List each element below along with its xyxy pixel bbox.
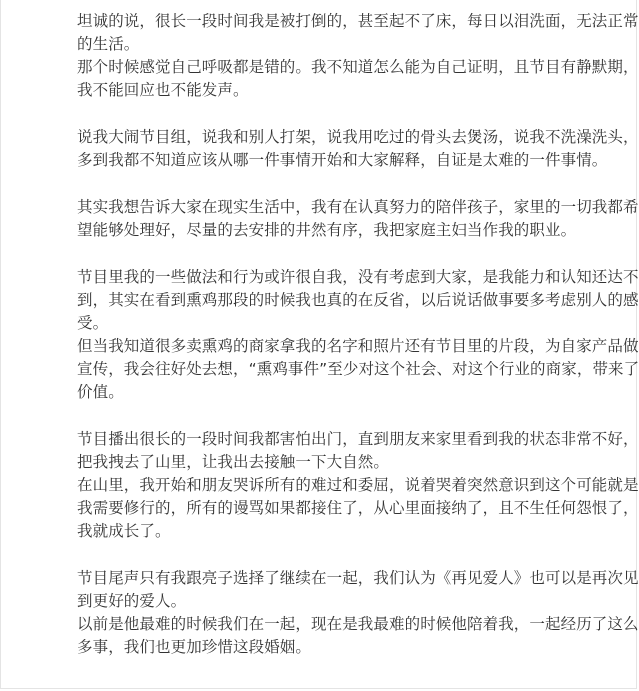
text-line: 到更好的爱人。: [77, 592, 187, 610]
text-line: 其实我想告诉大家在现实生活中，我有在认真努力的陪伴孩子，家里的一切我都希: [77, 198, 639, 216]
text-line: 价值。: [77, 383, 124, 401]
text-line: 受。: [77, 314, 109, 332]
text-line: 宣传，我会往好处去想，“熏鸡事件”至少对这个社会、对这个行业的商家，带来了: [77, 360, 639, 378]
text-line: 到，其实在看到熏鸡那段的时候我也真的在反省，以后说话做事要多考虑别人的感: [77, 291, 639, 309]
text-line: 说我大闹节目组，说我和别人打架，说我用吃过的骨头去煲汤，说我不洗澡洗头，: [77, 128, 639, 146]
paragraph-6: [77, 567, 639, 659]
text-line: 但当我知道很多卖熏鸡的商家拿我的名字和照片还有节目里的片段，为自家产品做: [77, 337, 639, 355]
text-line: 我就成长了。: [77, 522, 171, 540]
paragraph-1: [77, 10, 639, 102]
text-line: 节目里我的一些做法和行为或许很自我，没有考虑到大家，是我能力和认知还达不: [77, 268, 639, 286]
text-line: 坦诚的说，很长一段时间我是被打倒的，甚至起不了床，每日以泪洗面，无法正常: [77, 12, 639, 30]
article-body: [77, 10, 639, 683]
text-line: 那个时候感觉自己呼吸都是错的。我不知道怎么能为自己证明，且节目有静默期，: [77, 58, 639, 76]
text-line: 我需要修行的，所有的谩骂如果都接住了，从心里面接纳了，且不生任何怨恨了，: [77, 499, 639, 517]
text-line: 望能够处理好，尽量的去安排的井然有序，我把家庭主妇当作我的职业。: [77, 221, 577, 239]
text-line: 节目播出很长的一段时间我都害怕出门，直到朋友来家里看到我的状态非常不好，: [77, 430, 639, 448]
text-line: 我不能回应也不能发声。: [77, 81, 249, 99]
text-line: 把我拽去了山里，让我出去接触一下大自然。: [77, 453, 390, 471]
text-line: 节目尾声只有我跟亮子选择了继续在一起，我们认为《再见爱人》也可以是再次见: [77, 569, 639, 587]
text-line: 在山里，我开始和朋友哭诉所有的难过和委屈，说着哭着突然意识到这个可能就是: [77, 476, 639, 494]
paragraph-4: [77, 266, 639, 404]
paragraph-2: [77, 126, 639, 172]
paragraph-3: [77, 196, 639, 242]
text-line: 多到我都不知道应该从哪一件事情开始和大家解释，自证是太难的一件事情。: [77, 151, 608, 169]
text-line: 多事，我们也更加珍惜这段婚姻。: [77, 638, 312, 656]
paragraph-5: [77, 428, 639, 543]
text-line: 以前是他最难的时候我们在一起，现在是我最难的时候他陪着我，一起经历了这么: [77, 615, 639, 633]
text-line: 的生活。: [77, 35, 140, 53]
